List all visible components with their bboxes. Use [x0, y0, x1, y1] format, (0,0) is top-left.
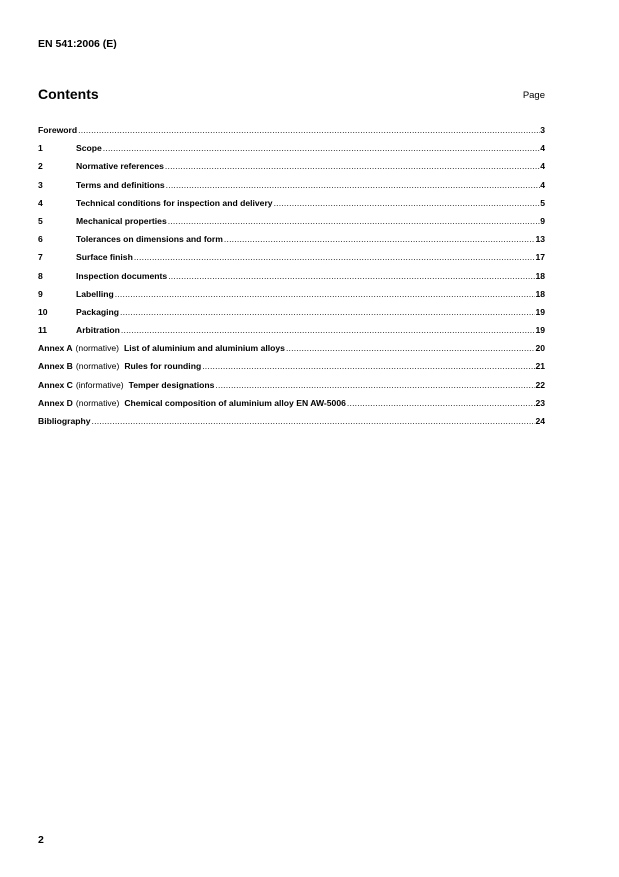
- toc-dot-leader: [168, 216, 540, 226]
- toc-entry-page: 4: [540, 161, 545, 172]
- toc-dot-leader: [215, 380, 535, 390]
- toc-entry-number: 5: [38, 215, 43, 226]
- toc-entry-page: 3: [540, 125, 545, 135]
- document-identifier: EN 541:2006 (E): [38, 38, 117, 50]
- toc-entry-annex-label: Annex A: [38, 343, 73, 354]
- toc-entry-title: Scope: [76, 143, 102, 154]
- toc-entry[interactable]: [38, 289, 545, 307]
- toc-entry-page: 22: [535, 379, 545, 390]
- toc-entry-number: 6: [38, 234, 43, 245]
- toc-entry-annex-status: (informative): [75, 379, 124, 390]
- toc-dot-leader: [115, 289, 536, 299]
- toc-dot-leader: [347, 398, 536, 408]
- toc-entry-title: Packaging: [76, 306, 119, 317]
- toc-entry[interactable]: [38, 325, 545, 343]
- toc-entry[interactable]: [38, 307, 545, 325]
- toc-dot-leader: [78, 125, 540, 135]
- toc-entry-annex-label: Annex D: [38, 397, 73, 408]
- toc-entry[interactable]: [38, 180, 545, 198]
- toc-entry-title: Inspection documents: [76, 270, 168, 281]
- toc-entry-annex-label: Annex C: [38, 379, 73, 390]
- toc-entry[interactable]: [38, 216, 545, 234]
- table-of-contents: [38, 125, 545, 434]
- toc-dot-leader: [134, 252, 536, 262]
- toc-entry-number: 3: [38, 179, 43, 190]
- toc-entry-page: 18: [535, 288, 545, 299]
- toc-entry-number: 1: [38, 143, 43, 154]
- toc-dot-leader: [103, 143, 540, 153]
- toc-entry-title: Chemical composition of aluminium alloy EN AW-5006: [124, 397, 346, 408]
- toc-entry-title: Tolerances on dimensions and form: [76, 234, 223, 245]
- toc-entry[interactable]: [38, 416, 545, 434]
- toc-entry-title: Technical conditions for inspection and delivery: [76, 197, 273, 208]
- toc-dot-leader: [165, 161, 540, 171]
- toc-entry-page: 4: [540, 179, 545, 190]
- toc-entry-number: 4: [38, 197, 43, 208]
- toc-entry-title: Arbitration: [76, 325, 120, 336]
- toc-entry-annex-status: (normative): [75, 343, 120, 354]
- toc-entry-page: 20: [535, 343, 545, 354]
- toc-dot-leader: [274, 198, 541, 208]
- toc-entry-title: Bibliography: [38, 416, 91, 426]
- toc-entry-number: 10: [38, 306, 48, 317]
- toc-dot-leader: [168, 271, 535, 281]
- toc-entry[interactable]: [38, 398, 545, 416]
- toc-dot-leader: [92, 416, 536, 426]
- toc-dot-leader: [286, 343, 536, 353]
- toc-entry-annex-status: (normative): [75, 361, 120, 372]
- toc-entry-title: Rules for rounding: [124, 361, 202, 372]
- toc-entry[interactable]: [38, 271, 545, 289]
- toc-entry-page: 19: [535, 306, 545, 317]
- toc-entry-title: Terms and definitions: [76, 179, 165, 190]
- toc-entry-title: Temper designations: [128, 379, 215, 390]
- toc-entry-page: 19: [535, 325, 545, 336]
- toc-entry-annex-status: (normative): [75, 397, 120, 408]
- toc-entry[interactable]: [38, 161, 545, 179]
- toc-dot-leader: [224, 234, 536, 244]
- toc-entry-annex-label: Annex B: [38, 361, 73, 372]
- toc-entry[interactable]: [38, 198, 545, 216]
- toc-entry-page: 4: [540, 143, 545, 154]
- toc-dot-leader: [166, 180, 541, 190]
- toc-entry[interactable]: [38, 380, 545, 398]
- toc-entry-page: 24: [535, 416, 545, 426]
- toc-entry-number: 11: [38, 325, 48, 336]
- toc-entry-page: 18: [535, 270, 545, 281]
- toc-entry-page: 9: [540, 215, 545, 226]
- contents-heading: Contents: [38, 86, 99, 102]
- toc-entry[interactable]: [38, 143, 545, 161]
- page-number: 2: [38, 834, 44, 846]
- toc-entry[interactable]: [38, 252, 545, 270]
- toc-entry-page: 23: [535, 397, 545, 408]
- toc-entry-number: 8: [38, 270, 43, 281]
- toc-entry[interactable]: [38, 361, 545, 379]
- page-column-label: Page: [522, 90, 545, 101]
- toc-entry[interactable]: [38, 343, 545, 361]
- toc-dot-leader: [120, 307, 535, 317]
- toc-entry-number: 7: [38, 252, 43, 263]
- toc-entry-title: Labelling: [76, 288, 114, 299]
- toc-entry-title: Normative references: [76, 161, 164, 172]
- toc-entry-title: List of aluminium and aluminium alloys: [124, 343, 285, 354]
- toc-dot-leader: [202, 361, 535, 371]
- toc-entry[interactable]: [38, 234, 545, 252]
- toc-entry-page: 17: [535, 252, 545, 263]
- toc-entry[interactable]: [38, 125, 545, 143]
- toc-entry-number: 9: [38, 288, 43, 299]
- toc-entry-title: Foreword: [38, 125, 78, 135]
- toc-entry-page: 21: [535, 361, 545, 372]
- toc-entry-number: 2: [38, 161, 43, 172]
- toc-entry-title: Mechanical properties: [76, 215, 167, 226]
- toc-dot-leader: [121, 325, 536, 335]
- toc-entry-page: 13: [535, 234, 545, 245]
- toc-entry-title: Surface finish: [76, 252, 133, 263]
- toc-entry-page: 5: [540, 197, 545, 208]
